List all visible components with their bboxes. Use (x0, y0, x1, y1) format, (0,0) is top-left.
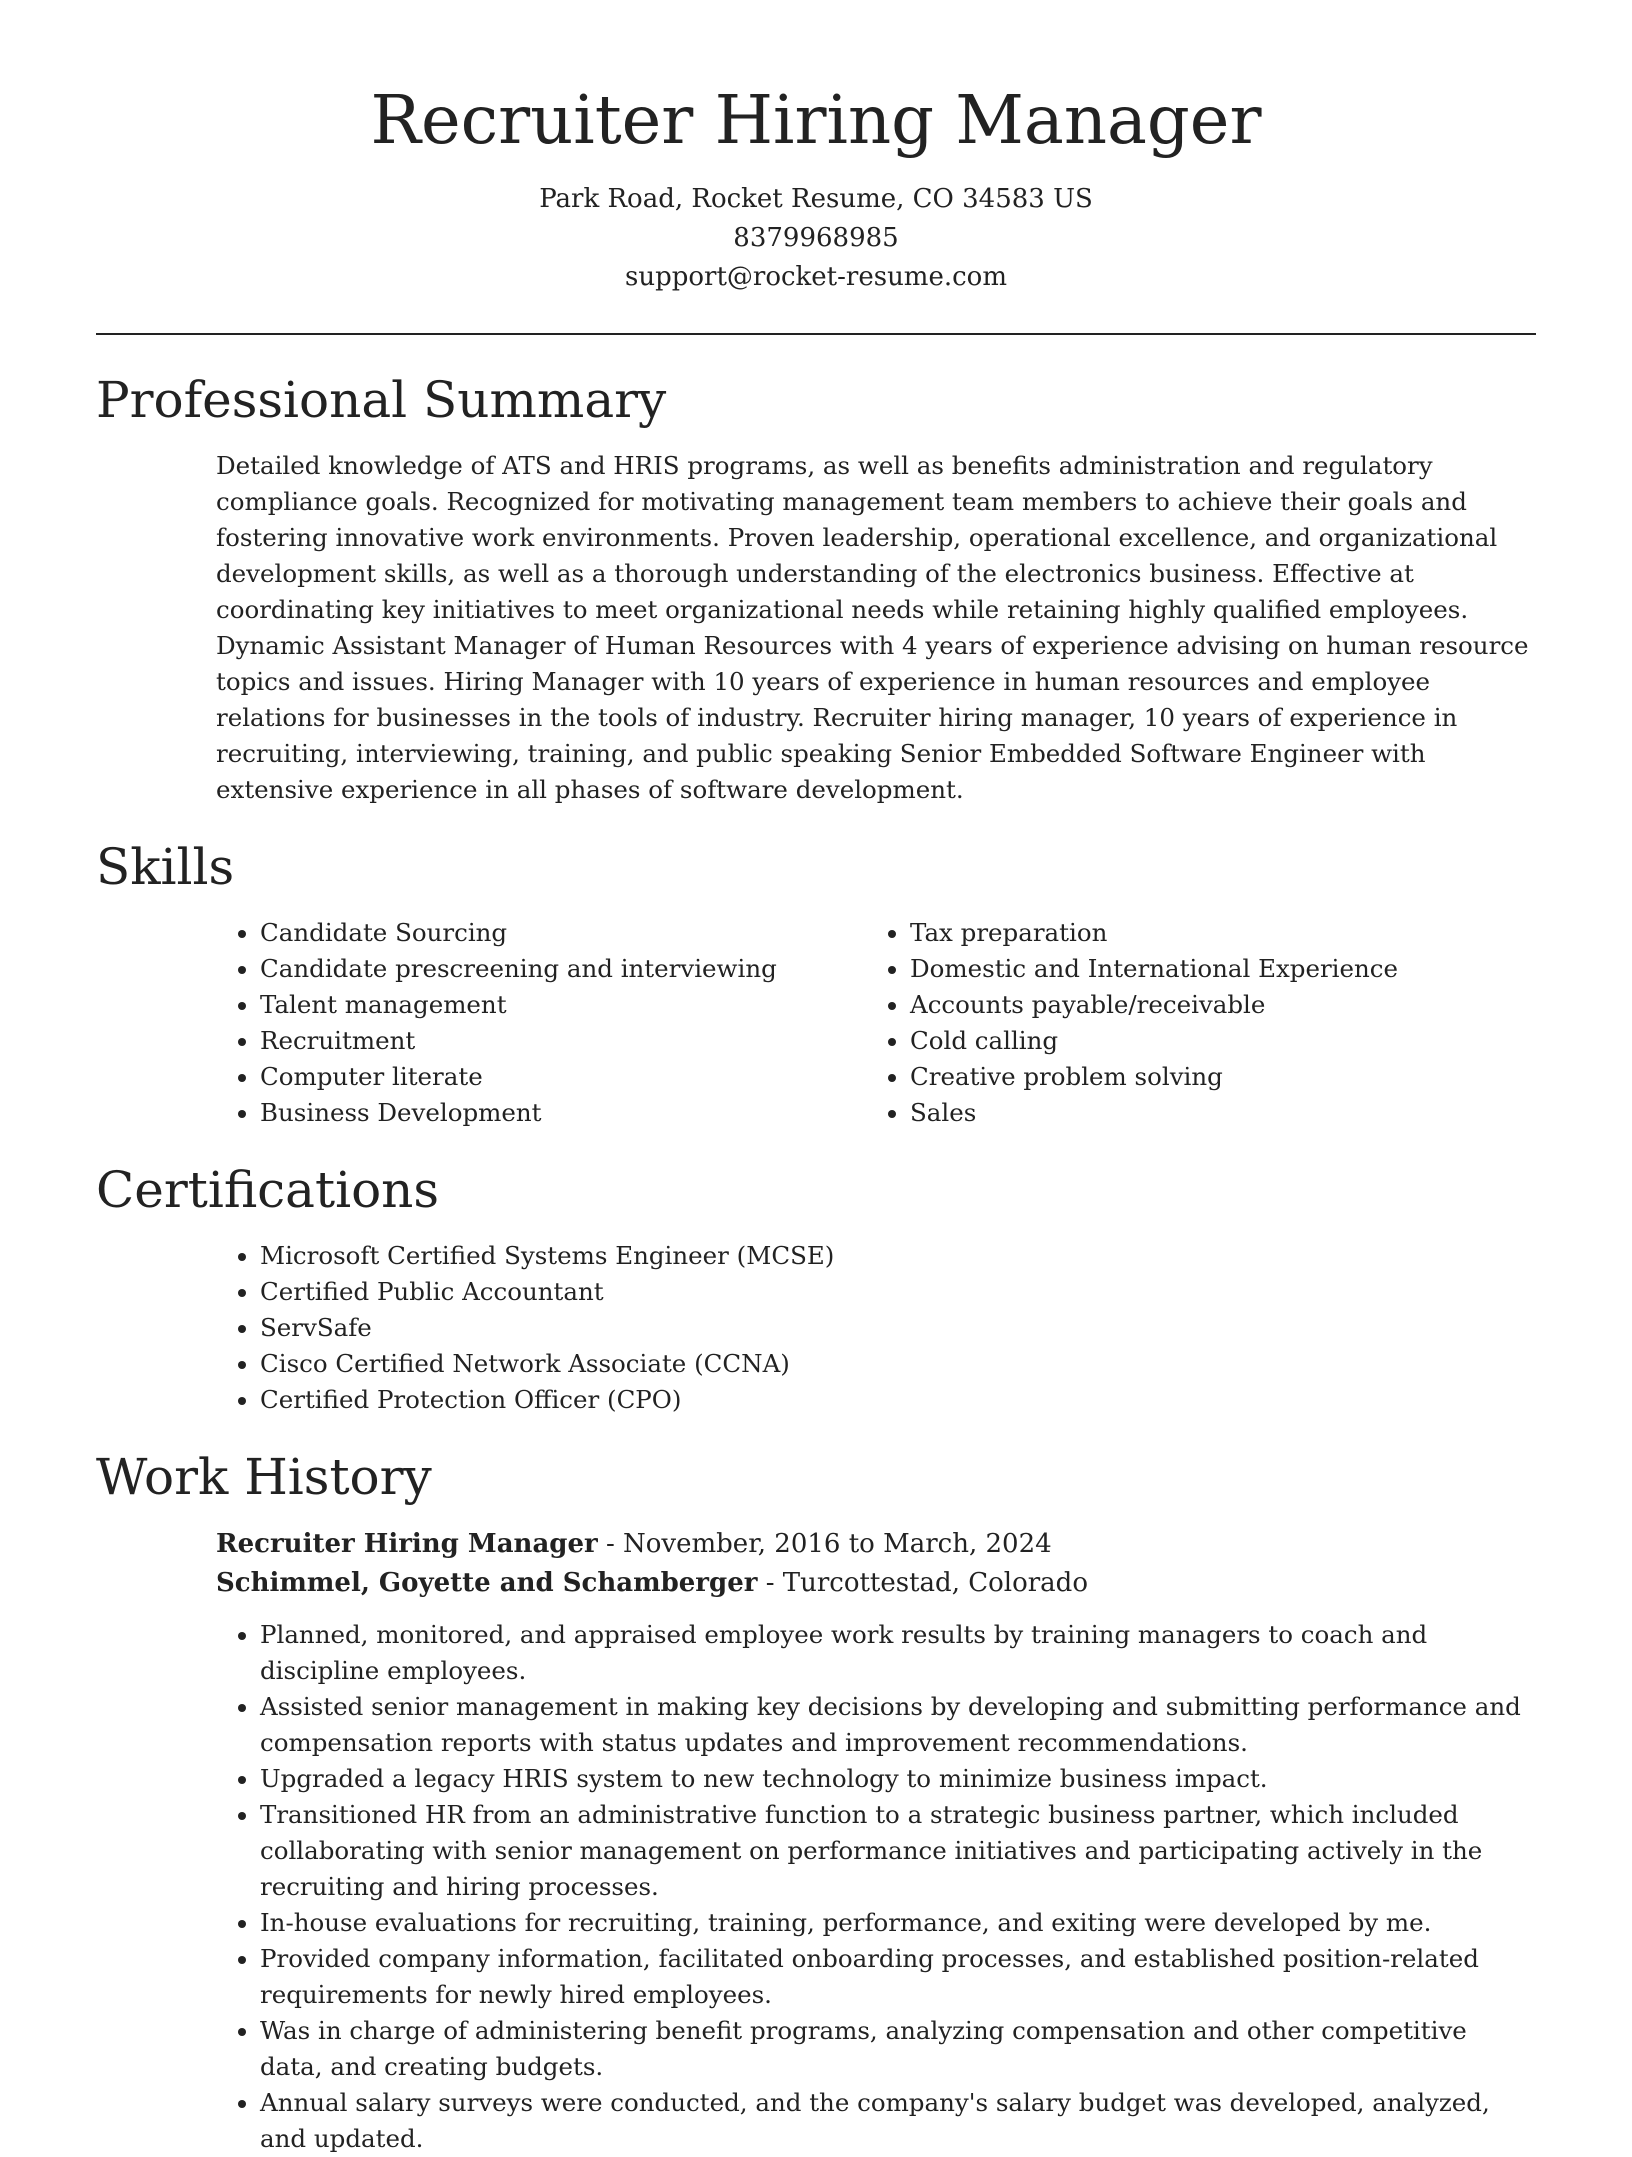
duty-item: • In-house evaluations for recruiting, training, performance, and exiting were developed by me. (260, 1905, 1536, 1941)
certification-item: • ServSafe (260, 1310, 1536, 1346)
certifications-block (216, 1238, 1536, 1418)
certifications-heading: Certifications (96, 1160, 440, 1219)
skills-heading: Skills (96, 837, 235, 896)
job-title-line (216, 1525, 1536, 1564)
duty-item: • Planned, monitored, and appraised employee work results by training managers to coach and discipline employees. (260, 1617, 1536, 1689)
job-company-line (216, 1564, 1536, 1603)
skill-item: • Business Development (260, 1095, 866, 1131)
certifications-list (216, 1238, 1536, 1418)
duty-item: • Transitioned HR from an administrative function to a strategic business partner, which included collaborating with senior management on performance initiatives and participating actively in the recruiting and hiring processes. (260, 1797, 1536, 1905)
skill-item: • Tax preparation (910, 915, 1516, 951)
phone-number: 8379968985 (733, 222, 899, 253)
skill-item: • Candidate Sourcing (260, 915, 866, 951)
email-address[interactable]: support@rocket-resume.com (624, 261, 1007, 292)
skills-columns (216, 915, 1536, 1131)
skill-item: • Creative problem solving (910, 1059, 1516, 1095)
skill-item: • Domestic and International Experience (910, 951, 1516, 987)
skill-item: • Sales (910, 1095, 1516, 1131)
job-dates: - November, 2016 to March, 2024 (597, 1528, 1052, 1559)
certification-item: • Certified Protection Officer (CPO) (260, 1382, 1536, 1418)
address: Park Road, Rocket Resume, CO 34583 US (539, 183, 1093, 214)
resume-header (96, 0, 1536, 297)
skills-list-right (866, 915, 1516, 1131)
job-location: - Turcottestad, Colorado (757, 1567, 1088, 1598)
certification-item: • Microsoft Certified Systems Engineer (MCSE) (260, 1238, 1536, 1274)
skill-item: • Cold calling (910, 1023, 1516, 1059)
job-company: Schimmel, Goyette and Schamberger (216, 1567, 758, 1598)
duty-item: • Was in charge of administering benefit programs, analyzing compensation and other competitive data, and creating budgets. (260, 2013, 1536, 2085)
duty-item: • Upgraded a legacy HRIS system to new technology to minimize business impact. (260, 1761, 1536, 1797)
job-entry (96, 1525, 1536, 2157)
skills-list-left (216, 915, 866, 1131)
skills-column-left (216, 915, 866, 1131)
job-duties (216, 1617, 1536, 2157)
duty-item: • Provided company information, facilitated onboarding processes, and established position-related requirements for newly hired employees. (260, 1941, 1536, 2013)
duty-item: • Assisted senior management in making key decisions by developing and submitting performance and compensation reports with status updates and improvement recommendations. (260, 1689, 1536, 1761)
certifications-section (96, 1160, 1536, 1418)
job-duties-list (216, 1617, 1536, 2157)
skill-item: • Talent management (260, 987, 866, 1023)
work-history-section (96, 1447, 1536, 2157)
work-history-heading: Work History (96, 1447, 432, 1506)
skill-item: • Accounts payable/receivable (910, 987, 1516, 1023)
duty-item: • Annual salary surveys were conducted, and the company's salary budget was developed, analyzed, and updated. (260, 2085, 1536, 2157)
job-role: Recruiter Hiring Manager (216, 1528, 598, 1559)
summary-text: Detailed knowledge of ATS and HRIS programs, as well as benefits administration and regulatory compliance goals. Recognized for motivating management team members to achieve their goals and fostering innovative work environments. Proven leadership, operational excellence, and organizational development skills, as well as a thorough understanding of the electronics business. Effective at coordinating key initiatives to meet organizational needs while retaining highly qualified employees. Dynamic Assistant Manager of Human Resources with 4 years of experience advising on human resource topics and issues. Hiring Manager with 10 years of experience in human resources and employee relations for businesses in the tools of industry. Recruiter hiring manager, 10 years of experience in recruiting, interviewing, training, and public speaking Senior Embedded Software Engineer with extensive experience in all phases of software development. (216, 450, 1529, 804)
skill-item: • Candidate prescreening and interviewing (260, 951, 866, 987)
candidate-name: Recruiter Hiring Manager (370, 81, 1262, 159)
summary-section (96, 370, 1536, 808)
skill-item: • Computer literate (260, 1059, 866, 1095)
skill-item: • Recruitment (260, 1023, 866, 1059)
header-divider (96, 333, 1536, 335)
summary-heading: Professional Summary (96, 370, 667, 429)
certification-item: • Cisco Certified Network Associate (CCNA) (260, 1346, 1536, 1382)
certification-item: • Certified Public Accountant (260, 1274, 1536, 1310)
skills-section (96, 837, 1536, 1131)
skills-column-right (866, 915, 1516, 1131)
